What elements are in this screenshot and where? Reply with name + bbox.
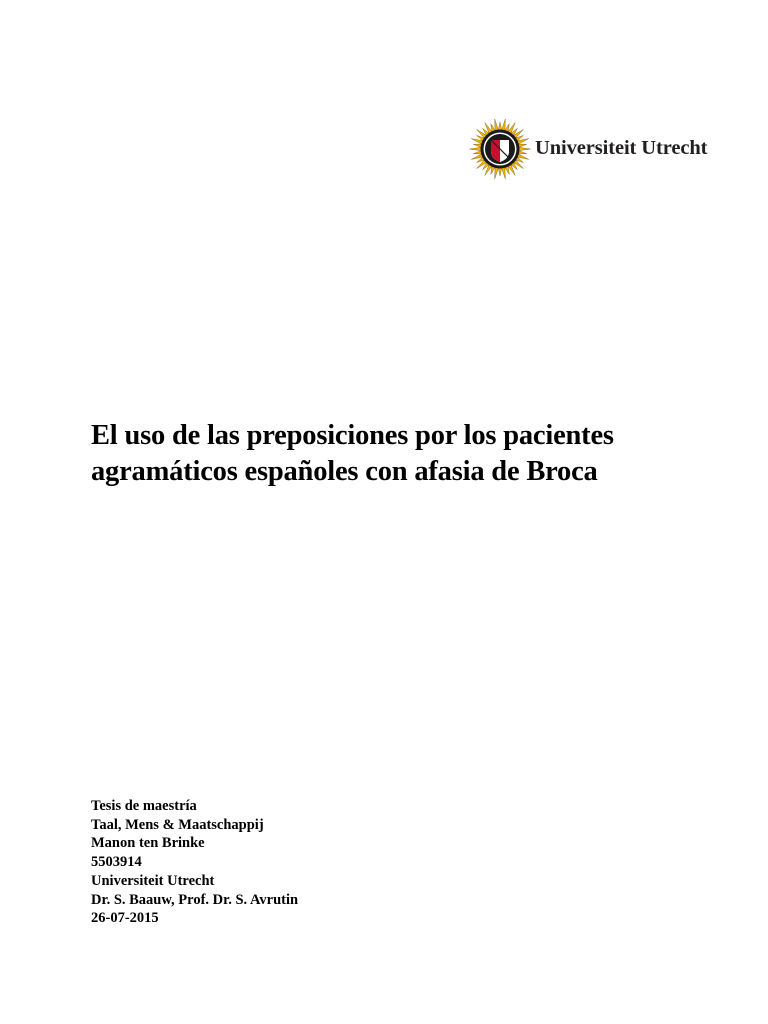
university-name: Universiteit Utrecht [91,872,215,889]
university-logo [469,118,719,180]
thesis-type: Tesis de maestría [91,798,197,814]
title-line-2: agramáticos españoles con afasia de Broca [91,456,598,487]
author-name: Manon ten Brinke [91,835,205,852]
supervisors: Dr. S. Baauw, Prof. Dr. S. Avrutin [91,891,299,908]
thesis-details [91,797,298,928]
sun-ray [519,147,531,150]
title-line-1: El uso de las preposiciones por los pacientes [91,420,614,451]
sun-ray [473,151,481,154]
student-number: 5503914 [91,854,142,871]
sun-ray [495,167,499,179]
sun-ray [498,122,501,130]
sun-ray [502,167,506,179]
sun-ray [518,151,526,154]
sun-ray [473,144,481,147]
sun-seal-icon [469,118,531,180]
sun-ray [502,119,506,131]
submission-date: 26-07-2015 [91,910,159,927]
logo-wordmark: Universiteit Utrecht [535,137,708,159]
sun-ray [470,147,482,150]
sun-ray [498,168,501,176]
program-name: Taal, Mens & Maatschappij [91,816,264,833]
thesis-title [91,418,711,490]
sun-ray [518,144,526,147]
sun-ray [495,119,499,131]
